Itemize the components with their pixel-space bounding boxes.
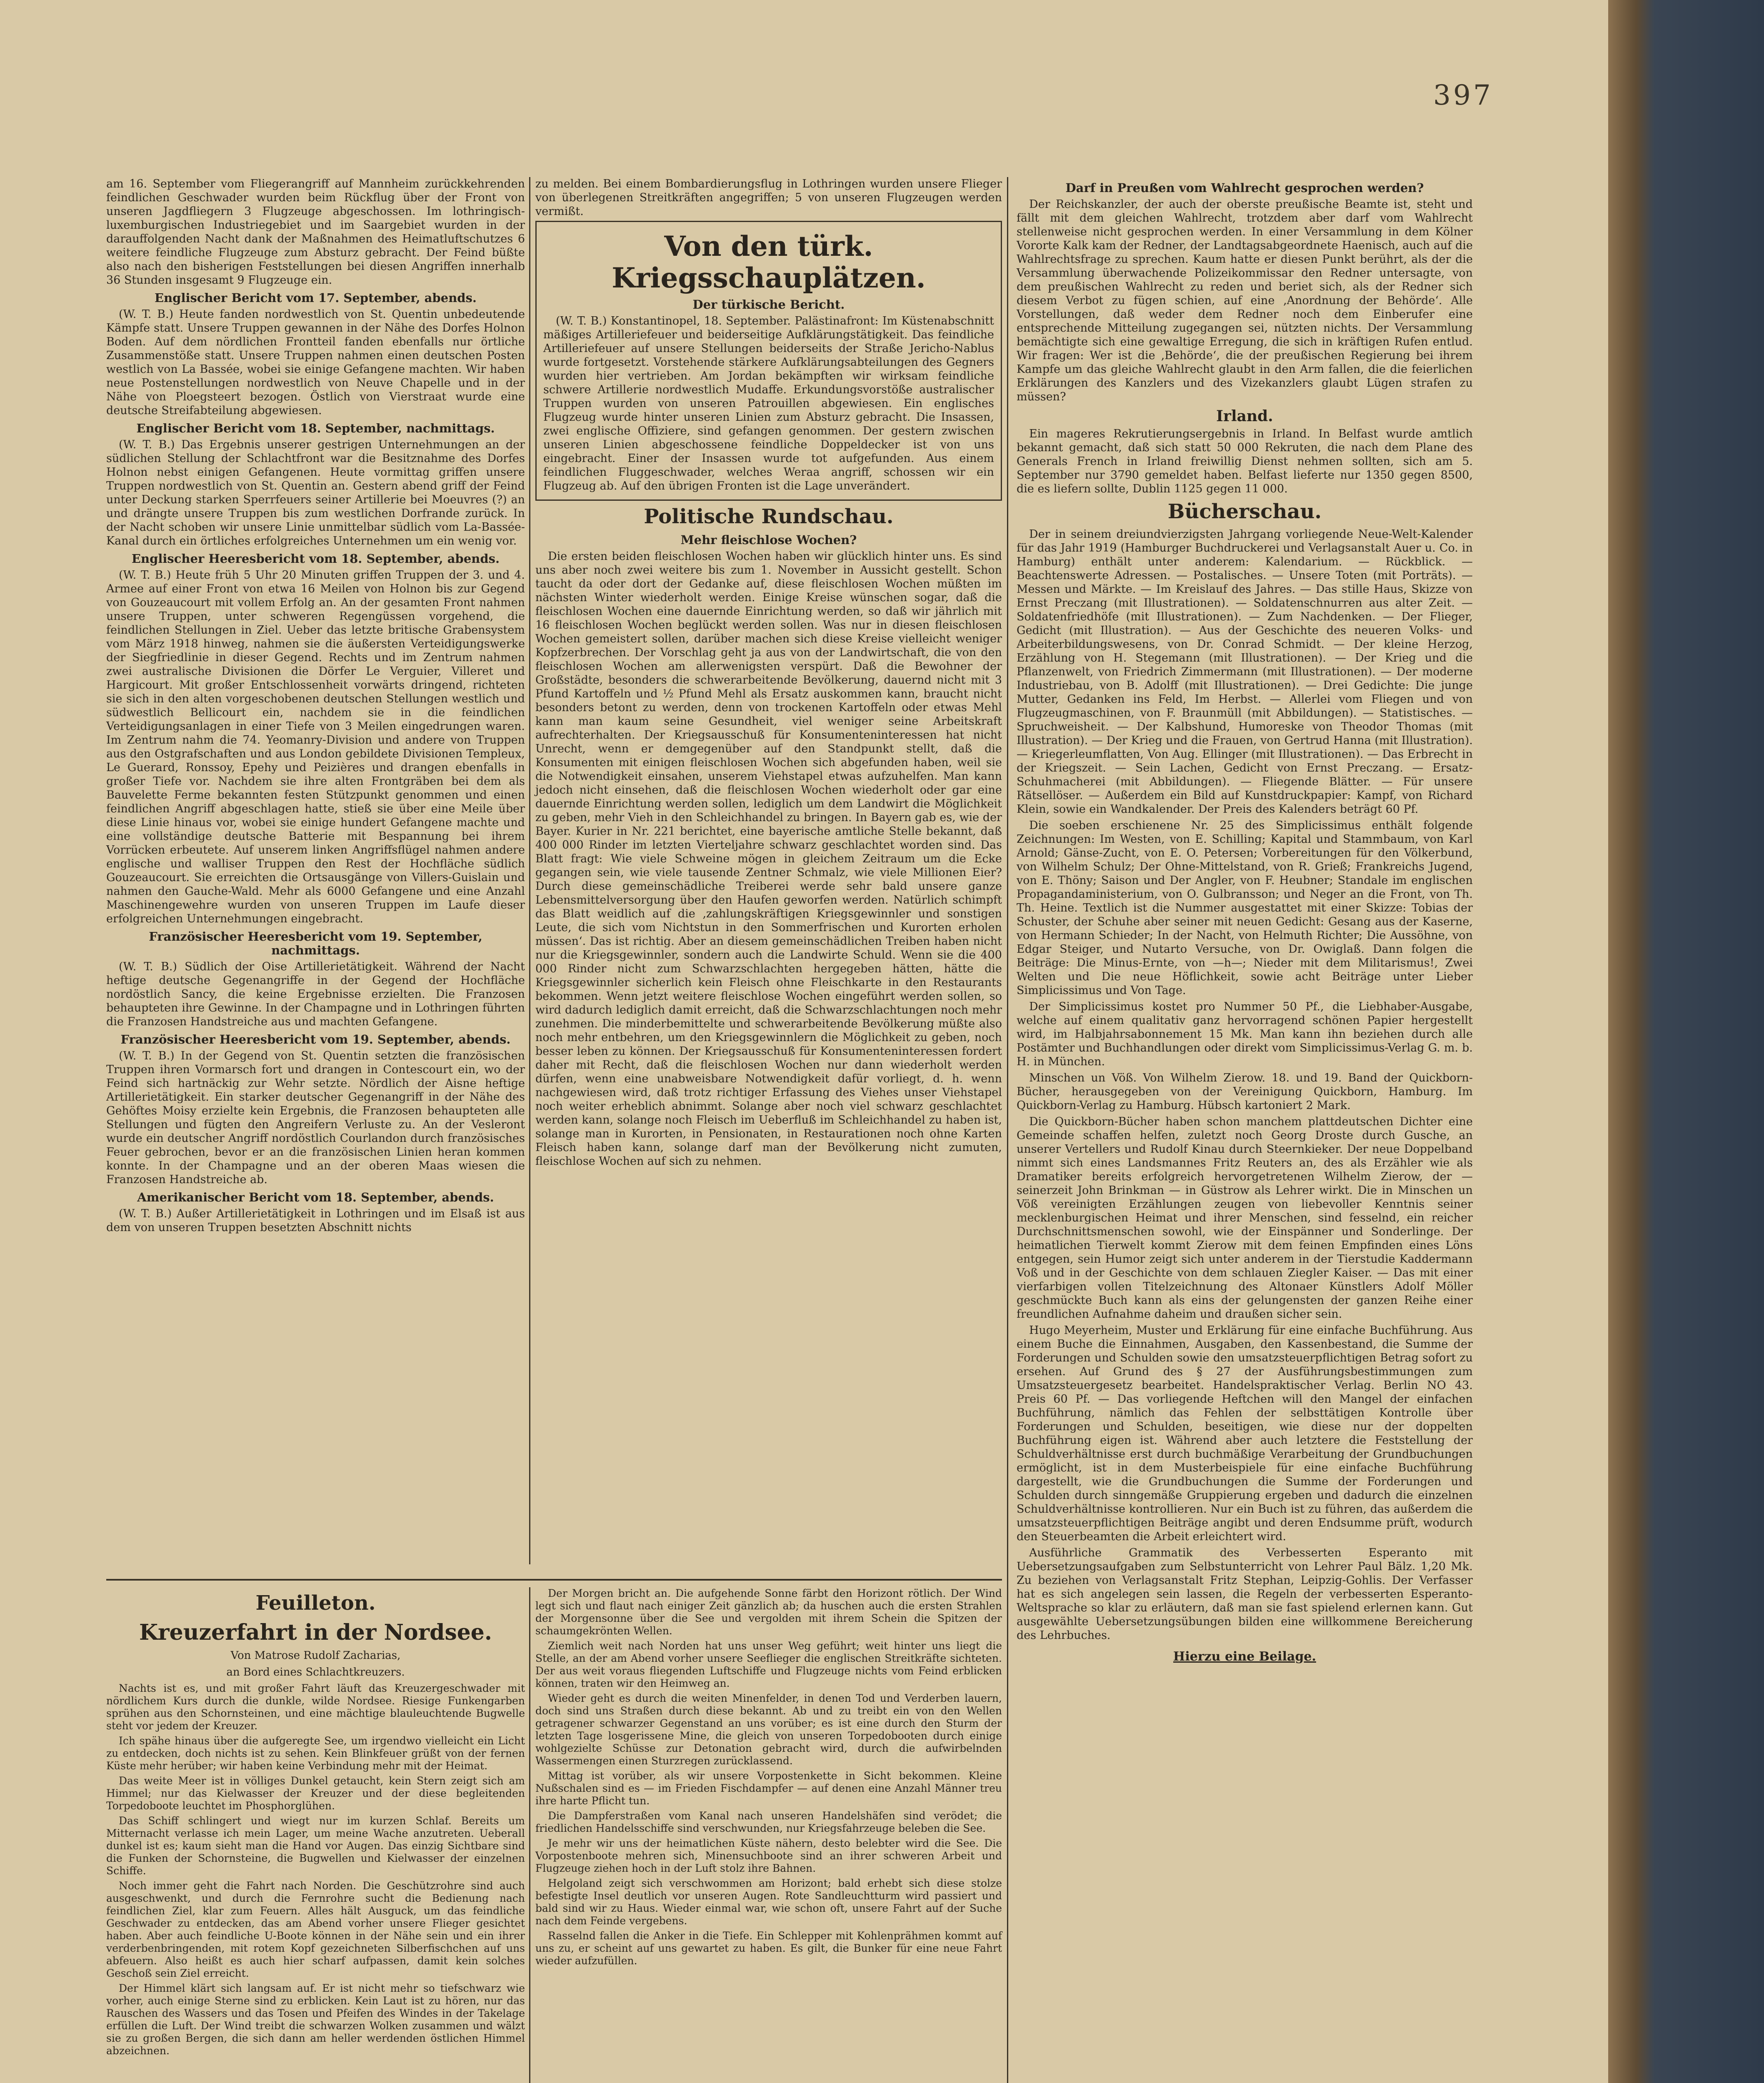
column-3: [1017, 177, 1473, 1663]
report-continuation: zu melden. Bei einem Bombardierungsflug in Lothringen wurden unsere Flieger von überlegenen Streitkräften angegriffen; 5 von unseren Flugzeugen werden vermißt.: [535, 177, 1002, 218]
turkish-report-text: (W. T. B.) Konstantinopel, 18. September. Palästinafront: Im Küstenabschnitt mäßiges Artilleriefeuer und beiderseitige Aufklärungstätigkeit. Das feindliche Artilleriefeuer auf unsere Stellungen beiderseits der Straße Jericho-Nablus wurde fortgesetzt. Vorstehende stärkere Aufklärungsabteilungen des Gegners wurden hier vertrieben. Am Jordan bekämpften wir wirksam feindliche schwere Artillerie nordwestlich Mudaffe. Erkundungsvorstöße australischer Truppen wurden von unseren Patrouillen abgewiesen. Ein englisches Flugzeug wurde hinter unseren Linien zum Absturz gebracht. Die Insassen, zwei englische Offiziere, sind gefangen genommen. Der gestern zwischen unseren Linien abgeschossene feindliche Doppeldecker ist von uns eingebracht. Einer der Insassen wurde tot aufgefunden. Aus einem feindlichen Fluggeschwader, welches Weraa angriff, schossen wir ein Flugzeug ab. Auf den übrigen Fronten ist die Lage unverändert.: [543, 315, 994, 492]
section-heading-turkish: Von den türk. Kriegsschauplätzen.: [612, 230, 926, 294]
report-heading-5: Französischer Heeresbericht vom 19. September, abends.: [120, 1032, 511, 1046]
feuilleton-column-divider: [529, 1587, 530, 2083]
report-text-1: (W. T. B.) Heute fanden nordwestlich von St. Quentin unbedeutende Kämpfe statt. Unsere Truppen gewannen in der Nähe des Dorfes Holnon Boden. Auf dem nördlichen Frontteil fanden ebenfalls nur örtliche Zusammenstöße statt. Unsere Truppen nahmen einen deutschen Posten westlich von La Bassée, wobei sie einige Gefangene machten. Wir haben neue Postenstellungen nordwestlich von Neuve Chapelle und in der Nähe von Ploegsteert bezogen. Östlich von Vierstraat wurde eine deutsche Streifabteilung abgewiesen.: [106, 308, 525, 417]
politics-text: Die ersten beiden fleischlosen Wochen haben wir glücklich hinter uns. Es sind uns aber noch zwei weitere bis zum 1. November in Aussicht gestellt. Schon taucht da oder dort der Gedanke auf, diese fleischlosen Wochen müßten im nächsten Winter wiederholt werden. Einige Kreise wünschen sogar, daß die fleischlosen Wochen eine dauernde Einrichtung werden, so daß wir jährlich mit 16 fleischlosen Wochen beglückt werden sollen. Was nur in diesen fleischlosen Wochen gemeistert sollen, darüber machen sich diese Kreise vielleicht weniger Kopfzerbrechen. Der Vorschlag geht ja aus von der Landwirtschaft, die von den fleischlosen Wochen am allerwenigsten verspürt. Daß die Bewohner der Großstädte, besonders die schwerarbeitende Bevölkerung, dauernd nicht mit 3 Pfund Kartoffeln und ½ Pfund Mehl als Ersatz auskommen kann, braucht nicht besonders betont zu werden, denn von trockenen Kartoffeln oder etwas Mehl kann man kaum seine Gesundheit, viel weniger seine Arbeitskraft aufrechterhalten. Der Kriegsausschuß für Konsumenteninteressen hat nicht Unrecht, wenn er demgegenüber auf den Standpunkt stellt, daß die Konsumenten mit einigen fleischlosen Wochen sich abgefunden haben, weil sie die Notwendigkeit einsahen, unserem Viehstapel etwas aufzuhelfen. Man kann jedoch nicht einsehen, daß die fleischlosen Wochen wiederholt oder gar eine dauernde Einrichtung werden sollen, lediglich um dem Landwirt die Möglichkeit zu geben, mehr Vieh in den Schleichhandel zu bringen. In Bayern gab es, wie der Bayer. Kurier in Nr. 221 berichtet, eine bayerische amtliche Stelle bekannt, daß 400 000 Rinder im letzten Vierteljahre schwarz geschlachtet worden sind. Das Blatt fragt: Wie viele Schweine mögen in gleichem Zeitraum um die Ecke gegangen sein, wie viele tausende Zentner Schmalz, wie viele Millionen Eier? Durch diese gemeinschädliche Treiberei werde sehr bald unsere ganze Lebensmittelversorgung über den Haufen geworfen werden. Natürlich schimpft das Blatt weidlich auf die ‚zahlungskräftigen Kriegsgewinnler und sonstigen Leute, die sich vom Nichtstun in den Sommerfrischen und Kurorten erholen müssen‘. Das ist richtig. Aber an diesem gemeinschädlichen Treiben haben nicht nur die Kriegsgewinnler, sondern auch die Landwirte Schuld. Wenn sie die 400 000 Rinder nicht zum Schwarzschlachten hergegeben hätten, hätte die Kriegsgewinnler sicherlich kein Fleisch ohne Fleischkarte in den Restaurants bekommen. Wenn jetzt weitere fleischlose Wochen eingeführt werden sollen, so wird dadurch lediglich damit erreicht, daß die Schwarzschlachtungen noch mehr zunehmen. Die minderbemittelte und schwerarbeitende Bevölkerung müßte also noch mehr entbehren, um den Kriegsgewinnlern die Möglichkeit zu geben, noch besser leben zu können. Der Kriegsausschuß für Konsumenteninteressen fordert daher mit Recht, daß die fleischlosen Wochen nur dann wiederholt werden dürfen, wenn eine unabweisbare Notwendigkeit dafür vorliegt, d. h. wenn nachgewiesen wird, daß trotz richtiger Erfassung des Viehes unser Viehstapel noch weiter erheblich abnimmt. Solange aber noch viel schwarz geschlachtet werden kann, solange noch Fleisch im Ueberfluß im Schleichhandel zu haben ist, solange man in Kurorten, in Pensionaten, in Restaurationen noch ohne Karten Fleisch haben kann, solange darf man der Bevölkerung nicht zumuten, fleischlose Wochen auf sich zu nehmen.: [535, 550, 1002, 1168]
story-text-4: Das Schiff schlingert und wiegt nur im kurzen Schlaf. Bereits um Mitternacht verlasse ich mein Lager, um meine Wache anzutreten. Ueberall dunkel ist es; kaum sieht man die Hand vor Augen. Das einzig Sichtbare sind die Funken der Schornsteine, die Bugwellen und Kielwasser der einzelnen Schiffe.: [106, 1815, 525, 1877]
report-heading-3: Englischer Heeresbericht vom 18. September, abends.: [131, 552, 500, 566]
column-1: [106, 177, 525, 1237]
story-text-7: Der Morgen bricht an. Die aufgehende Sonne färbt den Horizont rötlich. Der Wind legt sich und flaut nach einiger Zeit gänzlich ab; da huschen auch die ersten Strahlen der Morgensonne über die See und vergolden mit ihrem Schein die Spitzen der schaumgekrönten Wellen.: [535, 1587, 1002, 1637]
books-text-7: Ausführliche Grammatik des Verbesserten Esperanto mit Uebersetzungsaufgaben zum Selbstunterricht von Lehrer Paul Bälz. 1,20 Mk. Zu beziehen von Verlagsanstalt Fritz Stephan, Leipzig-Gohlis. Der Verfasser hat es sich angelegen sein lassen, die Regeln der verbesserten Esperanto-Weltsprache so klar zu erläutern, daß man sie fast spielend erlernen kann. Gut ausgewählte Uebersetzungsübungen bilden eine willkommene Bereicherung des Lehrbuches.: [1017, 1546, 1473, 1642]
column-divider-1: [529, 177, 530, 1564]
turkish-report-subheading: Der türkische Bericht.: [692, 297, 845, 312]
column-divider-2: [1007, 177, 1008, 2083]
books-text-5: Die Quickborn-Bücher haben schon manchem plattdeutschen Dichter eine Gemeinde schaffen helfen, zuletzt noch Georg Droste durch Gusche, an unserer Vertellers und Rudolf Kinau durch Steernkieker. Der neue Doppelband nimmt sich eines Landsmannes Fritz Reuters an, des als Erzähler wie als Dramatiker bereits erfolgreich hervorgetretenen Wilhelm Zierow, der — seinerzeit John Brinkman — in Güstrow als Lehrer wirkt. Die in Minschen un Vöß vereinigten Erzählungen zeugen von liebevoller Kenntnis seiner mecklenburgischen Heimat und ihrer Menschen, sind fesselnd, ein reicher Durchschnittsmenschen sowohl, wie der Einspänner und Sonderlinge. Der heimatlichen Tierwelt kommt Zierow mit dem feinen Empfinden eines Löns entgegen, sein Humor zeigt sich unter anderem in der Tierstudie Kaddermann Voß und in der Geschichte von dem schlauen Ziegler Kaiser. — Das mit einer vierfarbigen vollen Titelzeichnung des Altonaer Künstlers Adolf Möller geschmückte Buch kann als eins der gelungensten der ganzen Reihe einer freundlichen Aufnahme daheim und draußen sicher sein.: [1017, 1115, 1473, 1321]
story-text-2: Ich spähe hinaus über die aufgeregte See, um irgendwo vielleicht ein Licht zu entdecken, doch nichts ist zu sehen. Kein Blinkfeuer grüßt von der fernen Küste mehr herüber; wir haben keine Verbindung mehr mit der Heimat.: [106, 1735, 525, 1772]
story-text-13: Helgoland zeigt sich verschwommen am Horizont; bald erhebt sich diese stolze befestigte Insel deutlich vor unseren Augen. Rote Sandleuchtturm wird passiert und bald sind wir zu Haus. Wieder einmal war, wie schon oft, unsere Fahrt auf der Suche nach dem Feinde vergebens.: [535, 1877, 1002, 1927]
feuilleton-column-1: [106, 1587, 525, 2060]
books-text-4: Minschen un Vöß. Von Wilhelm Zierow. 18. und 19. Band der Quickborn-Bücher, herausgegeben von der Vereinigung Quickborn, Hamburg. Im Quickborn-Verlag zu Hamburg. Hübsch kartoniert 2 Mark.: [1017, 1071, 1473, 1112]
supplement-note: Hierzu eine Beilage.: [1173, 1649, 1316, 1664]
books-text-6: Hugo Meyerheim, Muster und Erklärung für eine einfache Buchführung. Aus einem Buche die Einnahmen, Ausgaben, den Kassenbestand, die Summe der Forderungen und Schulden sowie den umsatzsteuerpflichtigen Betrag sofort zu ersehen. Auf Grund des § 27 der Ausführungsbestimmungen zum Umsatzsteuergesetz bearbeitet. Handelspraktischer Verlag. Berlin NO 43. Preis 60 Pf. — Das vorliegende Heftchen will den Mangel der einfachen Buchführung, nämlich das Fehlen der selbsttätigen Kontrolle über Forderungen und Schulden, beseitigen, wie diese nur der doppelten Buchführung eigen ist. Während aber auch letztere die Feststellung der Schuldverhältnisse erst durch buchmäßige Verarbeitung der Grundbuchungen ermöglicht, ist in dem Musterbeispiele für eine einfache Buchführung dargestellt, wie die Grundbuchungen die Summe der Forderungen und Schulden durch sinngemäße Gruppierung ergeben und dadurch die einzelnen Schuldverhältnisse kontrollieren. Nur ein Buch ist zu führen, das außerdem die umsatzsteuerpflichtigen Beiträge angibt und deren Endsumme prüft, wodurch den Steuerbeamten die Arbeit erleichtert wird.: [1017, 1324, 1473, 1543]
report-heading-1: Englischer Bericht vom 17. September, abends.: [154, 291, 477, 305]
column-2: [535, 177, 1002, 1171]
book-binding: [1608, 0, 1764, 2083]
feuilleton-column-2: [535, 1587, 1002, 1970]
story-byline-2: an Bord eines Schlachtkreuzers.: [226, 1666, 405, 1678]
section-heading-books: Bücherschau.: [1167, 500, 1322, 523]
section-heading-prussia: Darf in Preußen vom Wahlrecht gesprochen werden?: [1065, 181, 1424, 195]
section-heading-ireland: Irland.: [1216, 407, 1273, 425]
books-text-2: Die soeben erschienene Nr. 25 des Simplicissimus enthält folgende Zeichnungen: Im Westen, von E. Schilling; Kapital und Stammbaum, von Karl Arnold; Gänse-Zucht, von E. O. Petersen; Vorbereitungen für den Völkerbund, von Wilhelm Schulz; Der Ohne-Mittelstand, von R. Grieß; Frankreichs Jugend, von E. Thöny; Saison und Der Angler, von F. Heubner; Standale im englischen Propagandaministerium, von O. Gulbransson; und Neger an die Front, von Th. Th. Heine. Textlich ist die Nummer ausgestattet mit einer Skizze: Tobias der Schuster, der Schuhe aber seiner mit neuen Gedicht: Gesang aus der Kaserne, von Hermann Schieder; In der Nacht, von Helmuth Richter; Die Aussöhne, von Edgar Steiger, und Nutarto Versuche, von Dr. Owiglaß. Dann folgen die Beiträge: Die Minus-Ernte, von —h—; Nieder mit dem Militarismus!, Zwei Welten und Die neue Höflichkeit, sowie acht Beiträge unter Lieber Simplicissimus und Von Tage.: [1017, 819, 1473, 997]
ireland-text: Ein mageres Rekrutierungsergebnis in Irland. In Belfast wurde amtlich bekannt gemacht, daß sich statt 50 000 Rekruten, die nach dem Plane des Generals French in Irland freiwillig Dienst nehmen sollten, sich am 5. September nur 3790 gemeldet haben. Belfast lieferte nur 1350 gegen 8500, die es liefern sollte, Dublin 1125 gegen 11 000.: [1017, 427, 1473, 495]
story-text-10: Mittag ist vorüber, als wir unsere Vorpostenkette in Sicht bekommen. Kleine Nußschalen sind es — im Frieden Fischdampfer — auf denen eine Anzahl Männer treu ihre harte Pflicht tun.: [535, 1770, 1002, 1807]
story-text-5: Noch immer geht die Fahrt nach Norden. Die Geschützrohre sind auch ausgeschwenkt, und durch die Fernrohre sucht die Bedienung nach feindlichen Ziel, klar zum Feuern. Alles hält Ausguck, um das feindliche Geschwader zu entdecken, das am Abend vorher unsere Flieger gesichtet haben. Aber auch feindliche U-Boote können in der Nähe sein und ein ihrer verderbenbringenden, mit rotem Kopf gezeichneten Silberfischchen auf uns abfeuern. Also heißt es auch hier scharf aufpassen, damit kein solches Geschoß sein Ziel erreicht.: [106, 1880, 525, 1979]
report-text-5: (W. T. B.) In der Gegend von St. Quentin setzten die französischen Truppen ihren Vormarsch fort und drangen in Contescourt ein, wo der Feind sich hartnäckig zur Wehr setzte. Nördlich der Aisne heftige Artillerietätigkeit. Ein starker deutscher Gegenangriff in der Nähe des Gehöftes Moisy erzielte kein Ergebnis, die Franzosen behaupteten alle Stellungen und fügten den Angreifern Verluste zu. An der Vesleront wurde ein deutscher Angriff nordöstlich Courlandon durch französisches Feuer gebrochen, bevor er an die französischen Linien heran kommen konnte. In der Champagne und an der oberen Maas wiesen die Franzosen Handstreiche ab.: [106, 1049, 525, 1186]
feuilleton-divider: [106, 1579, 1002, 1581]
books-text-1: Der in seinem dreiundvierzigsten Jahrgang vorliegende Neue-Welt-Kalender für das Jahr 1919 (Hamburger Buchdruckerei und Verlagsanstalt Auer u. Co. in Hamburg) enthält unter anderem: Kalendarium. — Rückblick. — Beachtenswerte Adressen. — Postalisches. — Unsere Toten (mit Porträts). — Messen und Märkte. — Im Kreislauf des Jahres. — Das stille Haus, Skizze von Ernst Preczang (mit Illustrationen). — Soldatenschnurren aus alter Zeit. — Soldatenfriedhöfe (mit Illustrationen). — Zum Nachdenken. — Der Flieger, Gedicht (mit Illustration). — Aus der Geschichte des neueren Volks- und Arbeiterbildungswesens, von Dr. Conrad Schmidt. — Der kleine Herzog, Erzählung von H. Stegemann (mit Illustrationen). — Der Krieg und die Pflanzenwelt, von Friedrich Zimmermann (mit Illustrationen). — Der moderne Industriebau, von B. Adolff (mit Illustrationen). — Drei Gedichte: Die junge Mutter, Gedanken ins Feld, Im Herbst. — Allerlei vom Fliegen und von Flugzeugmaschinen, von F. Braunmüll (mit Abbildungen). — Statistisches. — Spruchweisheit. — Der Kalbshund, Humoreske von Theodor Thomas (mit Illustration). — Der Krieg und die Frauen, von Gertrud Hanna (mit Illustration). — Kriegerleumflatten, Von Aug. Ellinger (mit Illustrationen). — Das Erbrecht in der Kriegszeit. — Sein Lachen, Gedicht von Ernst Preczang. — Ersatz-Schuhmacherei (mit Abbildungen). — Fliegende Blätter. — Für unsere Rätsellöser. — Außerdem ein Bild auf Kunstdruckpapier: Kampf, von Richard Klein, sowie ein Wandkalender. Der Preis des Kalenders beträgt 60 Pf.: [1017, 528, 1473, 816]
story-text-14: Rasselnd fallen die Anker in die Tiefe. Ein Schlepper mit Kohlenprähmen kommt auf uns zu, er scheint auf uns gewartet zu haben. Es gilt, die Bunker für eine neue Fahrt wieder aufzufüllen.: [535, 1930, 1002, 1967]
report-intro: am 16. September vom Fliegerangriff auf Mannheim zurückkehrenden feindlichen Geschwader wurden beim Rückflug über der Front von unseren Jagdfliegern 3 Flugzeuge abgeschossen. Im lothringisch-luxemburgischen Industriegebiet und im Saargebiet wurden in der darauffolgenden Nacht dank der Maßnahmen des Heimatluftschutzes 6 weitere feindliche Flugzeuge zum Absturz gebracht. Der Feind büßte also nach den bisherigen Feststellungen bei diesen Angriffen innerhalb 36 Stunden insgesamt 9 Flugzeuge ein.: [106, 177, 525, 287]
story-text-12: Je mehr wir uns der heimatlichen Küste nähern, desto belebter wird die See. Die Vorpostenboote mehren sich, Minensuchboote sind an ihrer schweren Arbeit und Flugzeuge ziehen hoch in der Luft stolz ihre Bahnen.: [535, 1837, 1002, 1874]
section-heading-politics: Politische Rundschau.: [644, 505, 894, 528]
page-number: 397: [1433, 79, 1493, 111]
prussia-text: Der Reichskanzler, der auch der oberste preußische Beamte ist, steht und fällt mit dem gleichen Wahlrecht, trotzdem aber darf vom Wahlrecht stellenweise nicht gesprochen werden. In einer Versammlung in dem Kölner Vororte Kalk kam der Redner, der Landtagsabgeordnete Haenisch, auch auf die Wahlrechtsfrage zu sprechen. Kaum hatte er diesen Punkt berührt, als der die Versammlung überwachende Polizeikommissar den Redner untersagte, von dem preußischen Wahlrecht zu reden und beriet sich, als der Redner sich diesem Verbot zu fügen schien, auf eine ‚Anordnung der Behörde‘. Alle Vorstellungen, daß weder dem Redner noch dem Einberufer eine entsprechende Mitteilung zugegangen sei, nützten nichts. Der Versammlung bemächtigte sich eine gewaltige Erregung, die sich in kräftigen Rufen entlud. Wir fragen: Wer ist die ‚Behörde‘, die der preußischen Regierung bei ihrem Kampfe um das gleiche Wahlrecht glaubt in den Arm fallen, die die feierlichen Erklärungen des Kanzlers und des Vizekanzlers glaubt Lügen strafen zu müssen?: [1017, 198, 1473, 403]
story-byline-1: Von Matrose Rudolf Zacharias,: [230, 1649, 401, 1662]
report-text-2: (W. T. B.) Das Ergebnis unserer gestrigen Unternehmungen an der südlichen Stellung der Schlachtfront war die Besitznahme des Dorfes Holnon nebst einigen Gefangenen. Heute vormittag griffen unsere Truppen nordwestlich von St. Quentin an. Gestern abend griff der Feind unter Deckung starken Sperrfeuers seiner Artillerie bei Moeuvres (?) an und drängte unsere Truppen bis zum westlichen Dorfrande zurück. In der Nacht schoben wir unsere Linie unmittelbar südlich vom La-Bassée-Kanal durch ein örtliches erfolgreiches Unternehmen um ein wenig vor.: [106, 438, 525, 547]
report-heading-6: Amerikanischer Bericht vom 18. September, abends.: [137, 1190, 494, 1204]
feuilleton-heading: Feuilleton.: [255, 1591, 376, 1615]
story-text-8: Ziemlich weit nach Norden hat uns unser Weg geführt; weit hinter uns liegt die Stelle, an der am Abend vorher unsere Seeflieger die englischen Streitkräfte sichteten. Der aus weit voraus fliegenden Luftschiffe und Flugzeuge nichts vom Feind erblicken können, traten wir den Heimweg an.: [535, 1640, 1002, 1689]
story-text-1: Nachts ist es, und mit großer Fahrt läuft das Kreuzergeschwader mit nördlichem Kurs durch die dunkle, wilde Nordsee. Riesige Funkengarben sprühen aus den Schornsteinen, und eine mächtige blauleuchtende Bugwelle steht vor jedem der Kreuzer.: [106, 1682, 525, 1732]
report-text-4: (W. T. B.) Südlich der Oise Artillerietätigkeit. Während der Nacht heftige deutsche Gegenangriffe in der Gegend der Hochfläche nordöstlich Sancy, die keine Ergebnisse erzielten. Die Franzosen behaupteten ihre Gewinne. In der Champagne und in Lothringen führten die Franzosen Handstreiche aus und machten Gefangene.: [106, 960, 525, 1028]
story-text-3: Das weite Meer ist in völliges Dunkel getaucht, kein Stern zeigt sich am Himmel; nur das Kielwasser der Kreuzer und der diese begleitenden Torpedoboote leuchtet im Phosphorglühen.: [106, 1775, 525, 1812]
turkish-front-section: [535, 221, 1002, 501]
story-text-11: Die Dampferstraßen vom Kanal nach unseren Handelshäfen sind verödet; die friedlichen Handelsschiffe sind verschwunden, nur Kriegsfahrzeuge beleben die See.: [535, 1810, 1002, 1834]
story-text-9: Wieder geht es durch die weiten Minenfelder, in denen Tod und Verderben lauern, doch sind uns Straßen durch diese bekannt. Ab und zu treibt ein von den Wellen getragener schwarzer Gegenstand an uns vorüber; es ist eine durch den Sturm der letzten Tage losgerissene Mine, die gleich von unseren Torpedobooten durch einige wohlgezielte Schüsse zur Detonation gebracht wird, durch die aufwirbelnden Wassermengen einen Sturzregen zurücklassend.: [535, 1692, 1002, 1767]
books-text-3: Der Simplicissimus kostet pro Nummer 50 Pf., die Liebhaber-Ausgabe, welche auf einem qualitativ ganz hervorragend schönen Papier hergestellt wird, im Halbjahrsabonnement 15 Mk. Man kann ihn beziehen durch alle Postämter und Buchhandlungen oder direkt vom Simplicissimus-Verlag G. m. b. H. in München.: [1017, 1000, 1473, 1068]
report-heading-4: Französischer Heeresbericht vom 19. September, nachmittags.: [149, 929, 482, 957]
report-text-6: (W. T. B.) Außer Artillerietätigkeit in Lothringen und im Elsaß ist aus dem von unseren Truppen besetzten Abschnitt nichts: [106, 1207, 525, 1234]
report-text-3: (W. T. B.) Heute früh 5 Uhr 20 Minuten griffen Truppen der 3. und 4. Armee auf einer Front von etwa 16 Meilen von Holnon bis zur Gegend von Gouzeaucourt mit vollem Erfolg an. An der gesamten Front nahmen unsere Truppen, unter schweren Regengüssen vorgehend, die feindlichen Stellungen in Ziel. Ueber das letzte britische Grabensystem vom März 1918 hinweg, nahmen sie die äußersten Verteidigungswerke der Siegfriedlinie in dieser Gegend. Rechts und im Zentrum nahmen zwei australische Divisionen die Dörfer Le Verguier, Villeret und Hargicourt. Mit großer Entschlossenheit vorwärts dringend, richteten sie sich in den alten vorgeschobenen deutschen Stellungen westlich und südwestlich Bellicourt ein, nachdem sie in die feindlichen Verteidigungsanlagen in einer Tiefe von 3 Meilen eingedrungen waren. Im Zentrum nahm die 74. Yeomanry-Division und andere von Truppen aus den Ostgrafschaften und aus London gebildete Divisionen Templeux, Le Guerard, Ronssoy, Epehy und Peizières und drangen ebenfalls in großer Tiefe vor. Nachdem sie ihre alten Frontgräben bei dem als Bauvelette Ferme bekannten festen Stützpunkt genommen und einen feindlichen Angriff abgeschlagen hatte, stieß sie über eine Meile über diese Linie hinaus vor, wobei sie einige hundert Gefangene machte und eine vollständige deutsche Batterie mit Bespannung bei ihrem Vorrücken erbeutete. Auf unserem linken Angriffsflügel nahmen andere englische und walliser Truppen den Rest der Hochfläche südlich Gouzeaucourt. Sie erreichten die Ortsausgänge von Villers-Guislain und nahmen den Gauche-Wald. Mehr als 6000 Gefangene und eine Anzahl Maschinengewehre wurden von unseren Truppen im Laufe dieser erfolgreichen Unternehmungen eingebracht.: [106, 569, 525, 925]
politics-subheading: Mehr fleischlose Wochen?: [680, 533, 857, 547]
story-title: Kreuzerfahrt in der Nordsee.: [139, 1620, 492, 1645]
report-heading-2: Englischer Bericht vom 18. September, nachmittags.: [136, 421, 495, 435]
story-text-6: Der Himmel klärt sich langsam auf. Er ist nicht mehr so tiefschwarz wie vorher, auch einige Sterne sind zu erblicken. Kein Laut ist zu hören, nur das Rauschen des Wassers und das Tosen und Pfeifen des Windes in der Takelage erfüllen die Luft. Der Wind treibt die schwarzen Wolken zusammen und wälzt sie zu großen Bergen, die sich dann am heller werdenden östlichen Himmel abzeichnen.: [106, 1982, 525, 2057]
